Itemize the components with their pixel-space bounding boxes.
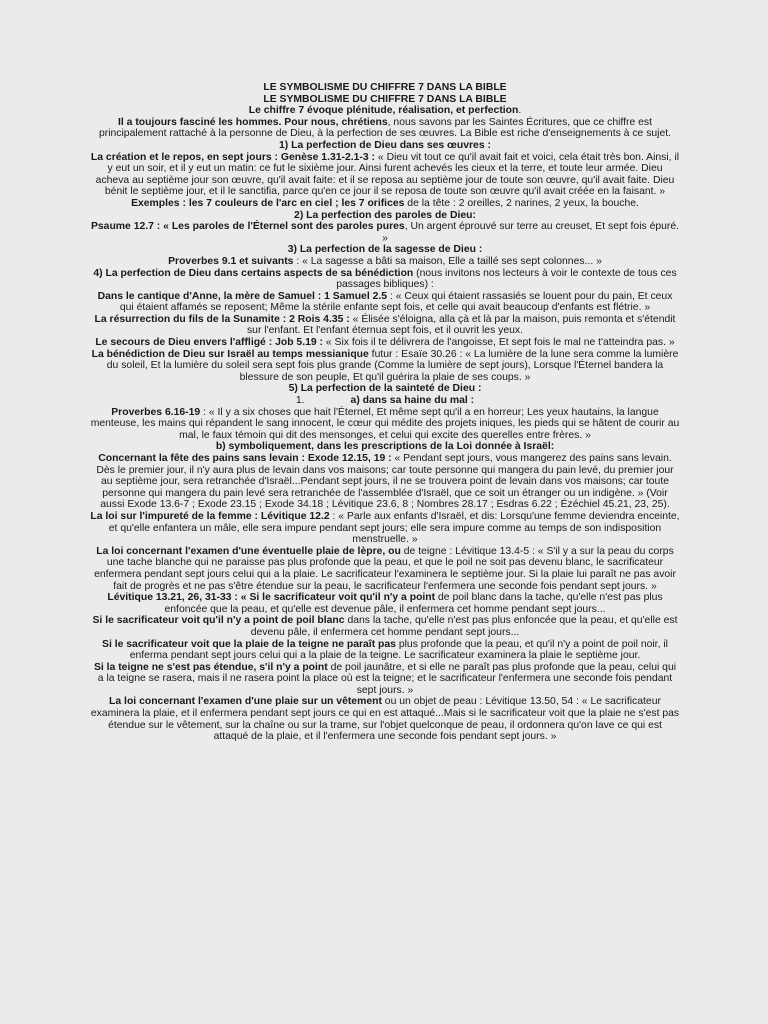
list-number: 1. bbox=[295, 395, 305, 407]
paragraph-psaume: Psaume 12.7 : « Les paroles de l'Éternel sont des paroles pures, Un argent éprouvé sur terre au creuset, Et sept fois épuré. » bbox=[90, 221, 680, 244]
section-heading-2: 2) La perfection des paroles de Dieu: bbox=[294, 209, 476, 221]
doc-title: LE SYMBOLISME DU CHIFFRE 7 DANS LA BIBLE bbox=[263, 82, 507, 93]
subsection-a: 1. a) dans sa haine du mal : bbox=[295, 395, 475, 407]
intro-paragraph: Il a toujours fasciné les hommes. Pour nous, chrétiens, nous savons par les Saintes Écritures, que ce chiffre est principalement rattaché à la personne de Dieu, à la perfection de ses œuvres. La Bible est riche d'enseignements à ce sujet. bbox=[98, 116, 672, 140]
doc-title-repeat: LE SYMBOLISME DU CHIFFRE 7 DANS LA BIBLE bbox=[263, 93, 507, 105]
paragraph-levitique-12: La loi sur l'impureté de la femme : Lévitique 12.2 : « Parle aux enfants d'Israël, et dis: Lorsqu'une femme deviendra enceinte, et qu'elle enfantera un mâle, elle sera impure pendant sept jours; elle sera impure comme au temps de son indisposition menstruelle. » bbox=[90, 510, 680, 546]
section-heading-3: 3) La perfection de la sagesse de Dieu : bbox=[287, 244, 483, 256]
doc-subtitle: Le chiffre 7 évoque plénitude, réalisation, et perfection. bbox=[248, 105, 522, 117]
paragraph-levitique-13-4: La loi concernant l'examen d'une éventuelle plaie de lèpre, ou de teigne : Lévitique 13.4-5 : « S'il y a sur la peau du corps une tache blanche qui ne paraisse pas plus profonde que la peau, et que le poil ne soit pas devenu blanc, le sacrificateur enfermera pendant sept jours celui qui a la plaie. Le sacrificateur l'examinera le septième jour. Si la plaie lui paraît ne pas avoir fait de progrès et ne pas s'être étendue sur la peau, le sacrificateur l'enfermera une seconde fois pendant sept jours. » bbox=[94, 545, 676, 592]
paragraph-teigne: Si le sacrificateur voit que la plaie de la teigne ne paraît pas plus profonde que la peau, et qu'il n'y a point de poil noir, il enferma pendant sept jours celui qui a la plaie de la teigne. Le sacrificateur examinera la plaie le septième jour. bbox=[102, 638, 668, 662]
paragraph-vetement: La loi concernant l'examen d'une plaie sur un vêtement ou un objet de peau : Lévitique 13.50, 54 : « Le sacrificateur examinera la plaie, et il enfermera pendant sept jours ce qui en est attaqué...Mais si le sacrificateur voit que la plaie ne s'est pas étendue sur le vêtement, sur la chaîne ou sur la trame, sur l'objet quelconque de peau, il ordonnera qu'on lave ce qui est attaqué de la plaie, et il l'enfermera une seconde fois pendant sept jours. » bbox=[90, 696, 680, 743]
paragraph-proverbes-6: Proverbes 6.16-19 : « Il y a six choses que hait l'Éternel, Et même sept qu'il a en horreur; Les yeux hautains, la langue menteuse, les mains qui répandent le sang innocent, le cœur qui médite des projets iniques, les pieds qui se hâtent de courir au mal, le faux témoin qui dit des mensonges, et celui qui excite des querelles entre frères. » bbox=[90, 406, 680, 441]
document-page bbox=[90, 82, 680, 743]
paragraph-genese: La création et le repos, en sept jours : Genèse 1.31-2.1-3 : « Dieu vit tout ce qu'il avait fait et voici, cela était très bon. Ainsi, il y eut un soir, et il y eut un matin: ce fut le sixième jour. Ainsi furent achevés les cieux et la terre, et toute leur armée. Dieu acheva au septième jour son œuvre, qu'il avait faite: et il se reposa au septième jour de toute son œuvre, qu'il avait faite. Dieu bénit le septième jour, et il le sanctifia, parce qu'en ce jour il se reposa de toute son œuvre qu'il avait créée en la faisant. » bbox=[90, 151, 680, 198]
section-heading-1: 1) La perfection de Dieu dans ses œuvres : bbox=[279, 139, 491, 151]
paragraph-job: Le secours de Dieu envers l'affligé : Job 5.19 : « Six fois il te délivrera de l'angoisse, Et sept fois le mal ne t'atteindra pas. » bbox=[95, 337, 675, 349]
paragraph-poil-blanc: Si le sacrificateur voit qu'il n'y a point de poil blanc dans la tache, qu'elle n'est pas plus enfoncée que la peau, et qu'elle est devenu pâle, il enfermera cet homme pendant sept jours... bbox=[92, 615, 678, 638]
paragraph-esaie: La bénédiction de Dieu sur Israël au temps messianique futur : Esaïe 30.26 : « La lumière de la lune sera comme la lumière du soleil, Et la lumière du soleil sera sept fois plus grande (Comme la lumière de sept jours), Lorsque l'Éternel bandera la blessure de son peuple, Et qu'il guérira la plaie de ses coups. » bbox=[91, 348, 679, 383]
section-heading-5: 5) La perfection de la sainteté de Dieu : bbox=[288, 383, 482, 395]
paragraph-rois: La résurrection du fils de la Sunamite : 2 Rois 4.35 : « Élisée s'éloigna, alla çà et là par la maison, puis remonta et s'étendit sur l'enfant. Et l'enfant éternua sept fois, et il ouvrit les yeux. bbox=[94, 313, 676, 337]
subsection-b: b) symboliquement, dans les prescriptions de la Loi donnée à Israël: bbox=[215, 441, 555, 453]
paragraph-exemples: Exemples : les 7 couleurs de l'arc en ciel ; les 7 orifices de la tête : 2 oreilles, 2 narines, 2 yeux, la bouche. bbox=[131, 197, 639, 209]
paragraph-teigne-etendue: Si la teigne ne s'est pas étendue, s'il n'y a point de poil jaunâtre, et si elle ne paraît pas plus profonde que la peau, celui qui a la teigne se rasera, mais il ne rasera point la place où est la teigne; et le sacrificateur l'enfermera une seconde fois pendant sept jours. » bbox=[93, 661, 677, 696]
paragraph-proverbes-9: Proverbes 9.1 et suivants : « La sagesse a bâti sa maison, Elle a taillé ses sept colonnes... » bbox=[168, 255, 602, 267]
paragraph-exode: Concernant la fête des pains sans levain : Exode 12.15, 19 : « Pendant sept jours, vous mangerez des pains sans levain. Dès le premier jour, il n'y aura plus de levain dans vos maisons; car toute personne qui mangera du pain levé, du premier jour au septième jour, sera retranchée d'Israël...Pendant sept jours, il ne se trouvera point de levain dans vos maisons; car toute personne qui mangera du pain levé sera retranchée de l'assemblée d'Israël, que ce soit un étranger ou un indigène. » (Voir aussi Exode 13.6-7 ; Exode 23.15 ; Exode 34.18 ; Lévitique 23.6, 8 ; Nombres 28.17 ; Esdras 6.22 ; Ézéchiel 45.21, 23, 25). bbox=[96, 453, 674, 511]
paragraph-samuel: Dans le cantique d'Anne, la mère de Samuel : 1 Samuel 2.5 : « Ceux qui étaient rassasiés se louent pour du pain, Et ceux qui étaient affamés se reposent; Même la stérile enfante sept fois, et celle qui avait beaucoup d'enfants est flétrie. » bbox=[97, 290, 673, 314]
paragraph-levitique-13-21: Lévitique 13.21, 26, 31-33 : « Si le sacrificateur voit qu'il n'y a point de poil blanc dans la tache, qu'elle n'est pas plus enfoncée que la peau, et qu'elle est devenue pâle, il enfermera cet homme pendant sept jours... bbox=[107, 592, 663, 615]
section-heading-4: 4) La perfection de Dieu dans certains aspects de sa bénédiction (nous invitons nos lecteurs à voir le contexte de tous ces passages bibliques) : bbox=[93, 267, 677, 291]
